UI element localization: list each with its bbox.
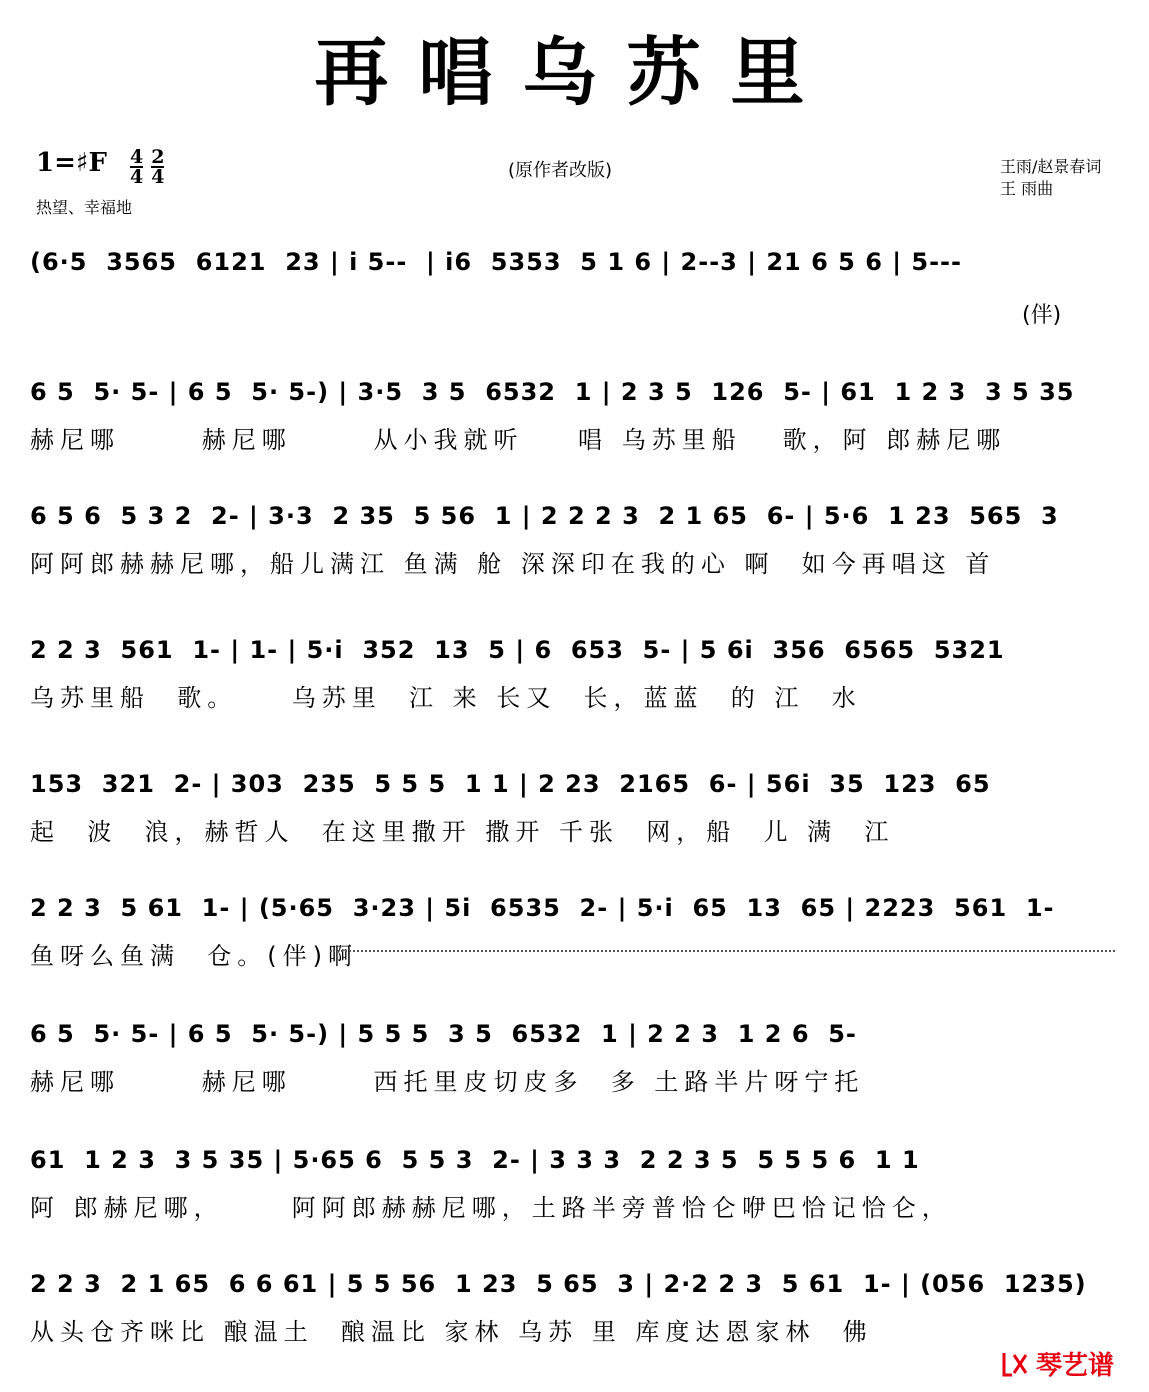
notation-line: (6·5 3565 6121 23 | i 5-- | i6 5353 5 1 6 | 2--3 | 21 6 5 6 | 5--- (30, 248, 962, 276)
notation-line: 6 5 5· 5- | 6 5 5· 5-) | 3·5 3 5 6532 1 | 2 3 5 126 5- | 61 1 2 3 3 5 35 (30, 378, 1075, 406)
accompaniment-mark: (伴) (1022, 303, 1062, 328)
composer-credit: 王 雨曲 (1000, 179, 1054, 198)
lyric-line: 乌苏里船 歌。 乌苏里 江 来 长又 长，蓝蓝 的 江 水 (30, 684, 862, 712)
notation-line: 6 5 5· 5- | 6 5 5· 5-) | 5 5 5 3 5 6532 1 | 2 2 3 1 2 6 5- (30, 1020, 857, 1048)
time-signature-2-top: 2 (151, 146, 165, 168)
lyric-line: 阿阿郎赫赫尼哪，船儿满江 鱼满 舱 深深印在我的心 啊 如今再唱这 首 (30, 550, 996, 578)
lyric-line: 阿 郎赫尼哪， 阿阿郎赫赫尼哪，土路半旁普恰仑咿巴恰记恰仑， (30, 1194, 952, 1222)
dotted-line (330, 950, 1115, 952)
time-signature-1-top: 4 (130, 146, 144, 168)
lyric-line: 起 波 浪，赫哲人 在这里撒开 撒开 千张 网，船 儿 满 江 (30, 818, 895, 846)
subtitle: (原作者改版) (508, 160, 613, 181)
time-signature-1-bottom: 4 (130, 166, 144, 188)
site-watermark (1000, 1345, 1114, 1382)
notation-line: 61 1 2 3 3 5 35 | 5·65 6 5 5 3 2- | 3 3 3 2 2 3 5 5 5 5 6 1 1 (30, 1146, 920, 1174)
notation-line: 6 5 6 5 3 2 2- | 3·3 2 35 5 56 1 | 2 2 2 3 2 1 65 6- | 5·6 1 23 565 3 (30, 502, 1059, 530)
lyric-line: 鱼呀么鱼满 仓。(伴)啊 (30, 942, 358, 970)
key-signature: 1=♯F (36, 148, 107, 178)
notation-line: 2 2 3 5 61 1- | (5·65 3·23 | 5i 6535 2- | 5·i 65 13 65 | 2223 561 1- (30, 894, 1055, 922)
watermark-text: 琴艺谱 (1036, 1351, 1115, 1381)
tempo-mark: 热望、幸福地 (36, 198, 133, 217)
lyric-line: 从头仓齐咪比 酿温土 酿温比 家林 乌苏 里 库度达恩家林 佛 (30, 1318, 873, 1346)
notation-line: 153 321 2- | 303 235 5 5 5 1 1 | 2 23 2165 6- | 56i 35 123 65 (30, 770, 991, 798)
lyric-line: 赫尼哪 赫尼哪 从小我就听 唱 乌苏里船 歌，阿 郎赫尼哪 (30, 426, 1007, 454)
song-title: 再唱乌苏里 (314, 30, 835, 116)
notation-line: 2 2 3 2 1 65 6 6 61 | 5 5 56 1 23 5 65 3 | 2·2 2 3 5 61 1- | (056 1235) (30, 1270, 1087, 1298)
time-signature-2 (151, 148, 164, 186)
notation-line: 2 2 3 561 1- | 1- | 5·i 352 13 5 | 6 653 5- | 5 6i 356 6565 5321 (30, 636, 1005, 664)
lyricist-credit: 王雨/赵景春词 (1000, 157, 1102, 176)
lyric-line: 赫尼哪 赫尼哪 西托里皮切皮多 多 土路半片呀宁托 (30, 1068, 865, 1096)
time-signature-2-bottom: 4 (151, 166, 165, 188)
watermark-logo-icon (1000, 1349, 1030, 1379)
time-signature-1 (130, 148, 143, 186)
time-signature (130, 148, 164, 186)
